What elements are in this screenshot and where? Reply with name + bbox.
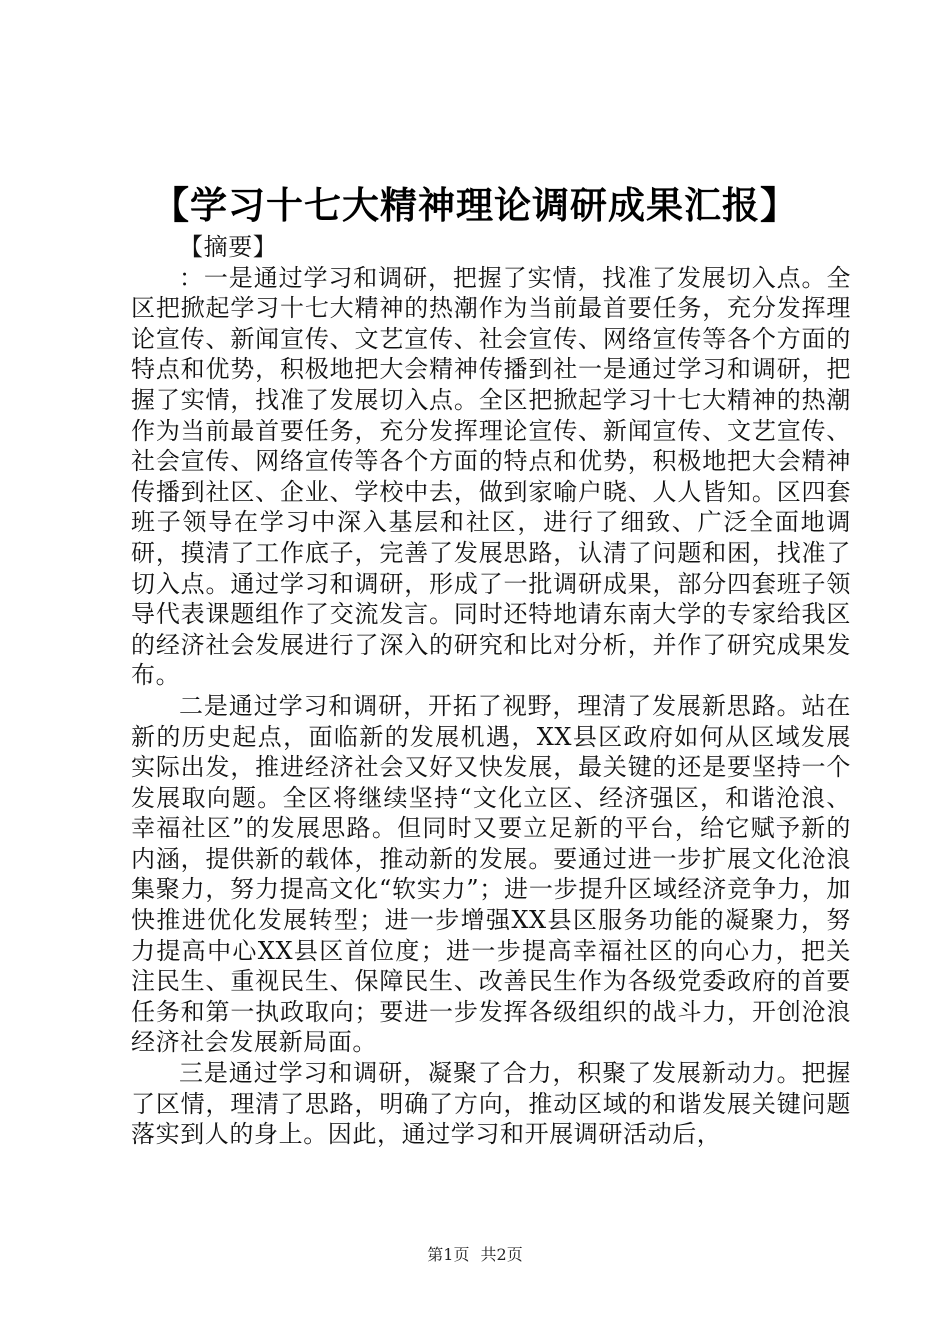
page-number: 第1页 <box>427 1245 470 1264</box>
document-title: 【学习十七大精神理论调研成果汇报】 <box>152 184 798 227</box>
page-footer <box>0 1244 950 1266</box>
paragraph-2: 二是通过学习和调研，开拓了视野，理清了发展新思路。站在新的历史起点，面临新的发展机遇，XX县区政府如何从区域发展实际出发，推进经济社会又好又快发展，最关键的还是要坚持一个发展取向题。全区将继续坚持“文化立区、经济强区，和谐沧浪、幸福社区”的发展思路。但同时又要立足新的平台，给它赋予新的内涵，提供新的载体，推动新的发展。要通过进一步扩展文化沧浪集聚力，努力提高文化“软实力”；进一步提升区域经济竞争力，加快推进优化发展转型；进一步增强XX县区服务功能的凝聚力，努力提高中心XX县区首位度；进一步提高幸福社区的向心力，把关注民生、重视民生、保障民生、改善民生作为各级党委政府的首要任务和第一执政取向；要进一步发挥各级组织的战斗力，开创沧浪经济社会发展新局面。 <box>131 691 851 1057</box>
abstract-label: 【摘要】 <box>179 233 278 261</box>
document-body <box>131 232 851 1150</box>
paragraph-3: 三是通过学习和调研，凝聚了合力，积聚了发展新动力。把握了区情，理清了思路，明确了方向，推动区域的和谐发展关键问题落实到人的身上。因此，通过学习和开展调研活动后， <box>131 1059 851 1149</box>
page-total: 共2页 <box>480 1245 523 1264</box>
paragraph-1: ：一是通过学习和调研，把握了实情，找准了发展切入点。全区把掀起学习十七大精神的热潮作为当前最首要任务，充分发挥理论宣传、新闻宣传、文艺宣传、社会宣传、网络宣传等各个方面的特点和优势，积极地把大会精神传播到社一是通过学习和调研，把握了实情，找准了发展切入点。全区把掀起学习十七大精神的热潮作为当前最首要任务，充分发挥理论宣传、新闻宣传、文艺宣传、社会宣传、网络宣传等各个方面的特点和优势，积极地把大会精神传播到社区、企业、学校中去，做到家喻户晓、人人皆知。区四套班子领导在学习中深入基层和社区，进行了细致、广泛全面地调研，摸清了工作底子，完善了发展思路，认清了问题和困，找准了切入点。通过学习和调研，形成了一批调研成果，部分四套班子领导代表课题组作了交流发言。同时还特地请东南大学的专家给我区的经济社会发展进行了深入的研究和比对分析，并作了研究成果发布。 <box>131 263 851 690</box>
